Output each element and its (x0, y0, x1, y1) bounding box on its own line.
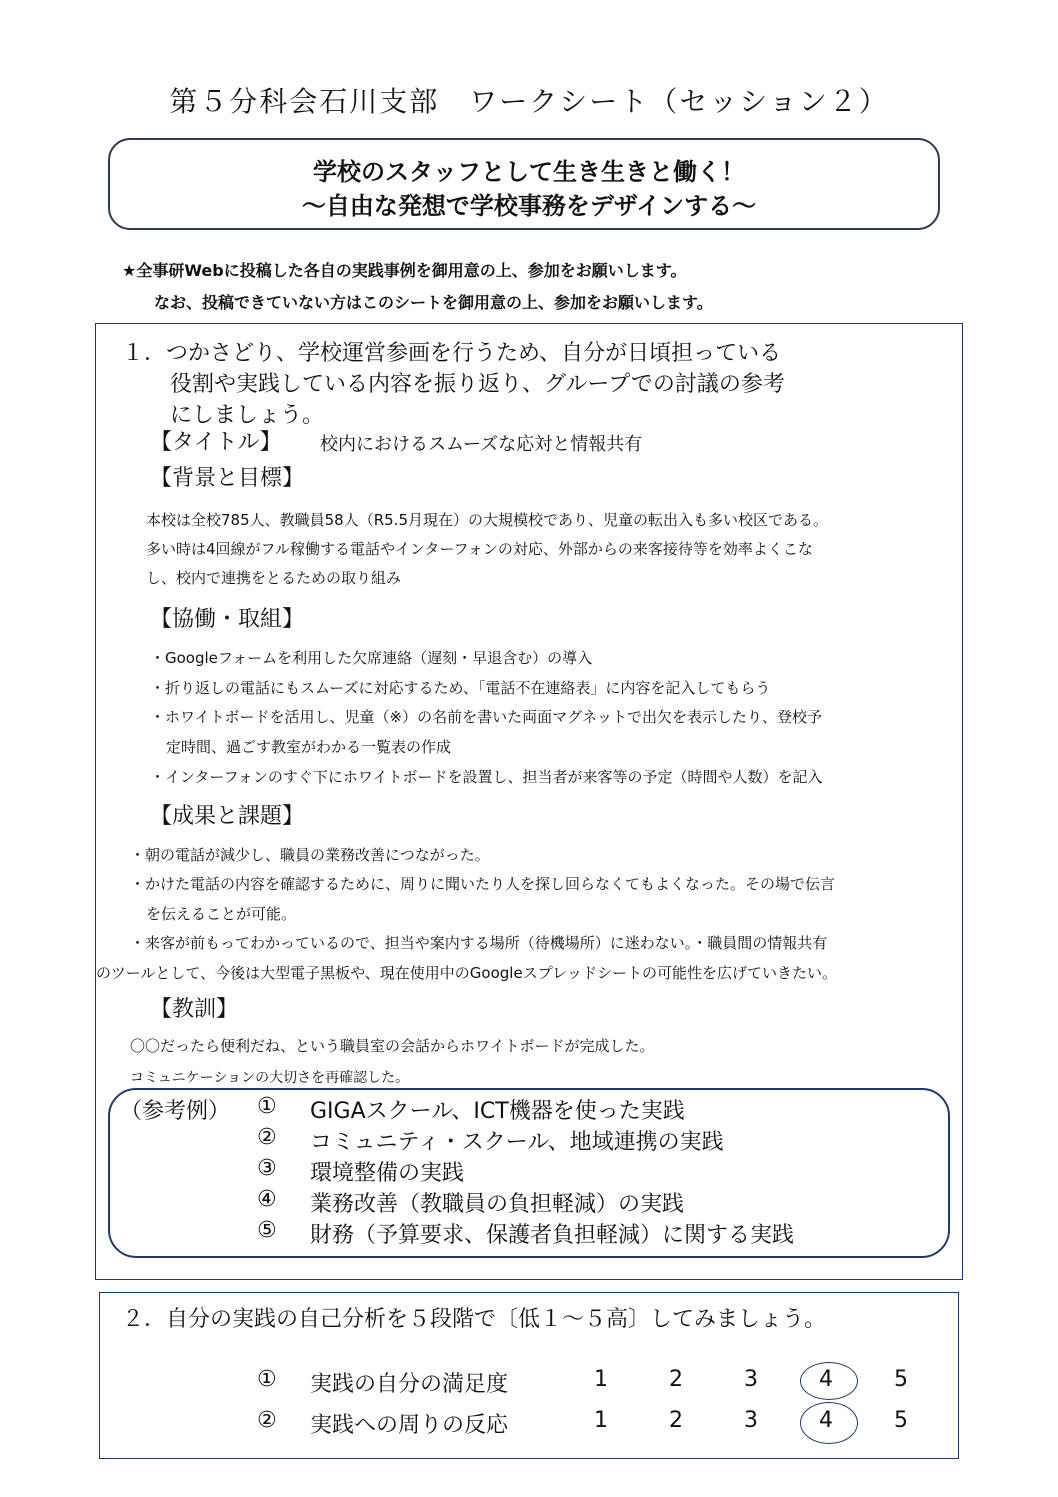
results-heading: 【成果と課題】 (150, 804, 305, 829)
background-heading: 【背景と目標】 (150, 466, 305, 491)
rating-option[interactable]: 5 (894, 1367, 908, 1392)
rating-option[interactable]: 2 (669, 1367, 683, 1392)
rating-row-number: ② (257, 1408, 277, 1433)
rating-option[interactable]: 3 (744, 1408, 758, 1433)
lesson-line: コミュニケーションの大切さを再確認した。 (130, 1070, 410, 1086)
background-line: 本校は全校785人、教職員58人（R5.5月現在）の大規模校であり、児童の転出入も多い校区である。 (146, 511, 828, 529)
results-line: のツールとして、今後は大型電子黒板や、現在使用中のGoogleスプレッドシートの可能性を広げていきたい。 (96, 964, 837, 982)
rating-option[interactable]: 3 (744, 1367, 758, 1392)
rating-row-number: ① (257, 1367, 277, 1392)
rating-option[interactable]: 2 (669, 1408, 683, 1433)
notice-line-2: なお、投稿できていない方はこのシートを御用意の上、参加をお願いします。 (154, 293, 713, 312)
reference-item-number: ④ (257, 1187, 277, 1212)
selection-circle (800, 1402, 858, 1444)
collab-line: ・インターフォンのすぐ下にホワイトボードを設置し、担当者が来客等の予定（時間や人数）を記入 (150, 768, 823, 786)
rating-option-selected[interactable]: 4 (819, 1408, 833, 1433)
collab-line: 定時間、過ごす教室がわかる一覧表の作成 (166, 738, 452, 756)
rating-option-selected[interactable]: 4 (819, 1367, 833, 1392)
background-line: し、校内で連携をとるための取り組み (146, 569, 402, 587)
reference-item-text: 業務改善（教職員の負担軽減）の実践 (310, 1192, 685, 1217)
reference-item-text: GIGAスクール、ICT機器を使った実践 (310, 1099, 685, 1124)
lesson-line: 〇〇だったら便利だね、という職員室の会話からホワイトボードが完成した。 (130, 1037, 655, 1055)
reference-item-number: ⑤ (257, 1218, 277, 1243)
reference-item-text: 財務（予算要求、保護者負担軽減）に関する実践 (310, 1223, 795, 1248)
collab-line: ・Googleフォームを利用した欠席連絡（遅刻・早退含む）の導入 (150, 649, 593, 667)
subtitle-line-1: 学校のスタッフとして生き生きと働く！ (313, 158, 745, 186)
reference-item-number: ③ (257, 1156, 277, 1181)
notice-line-1: ★全事研Webに投稿した各自の実践事例を御用意の上、参加をお願いします。 (122, 261, 687, 280)
title-value: 校内におけるスムーズな応対と情報共有 (320, 434, 643, 455)
reference-item-text: コミュニティ・スクール、地域連携の実践 (310, 1130, 724, 1155)
rating-option[interactable]: 5 (894, 1408, 908, 1433)
page-title: 第５分科会石川支部 ワークシート（セッション２） (169, 85, 889, 118)
reference-item-number: ① (257, 1094, 277, 1119)
reference-item-text: 環境整備の実践 (310, 1161, 465, 1186)
reference-item-number: ② (257, 1125, 277, 1150)
section-1-question-line-3: にしましょう。 (170, 403, 325, 428)
results-line: ・来客が前もってわかっているので、担当や案内する場所（待機場所）に迷わない。・職員間の情報共有 (130, 934, 828, 952)
rating-option[interactable]: 1 (594, 1367, 608, 1392)
selection-circle (800, 1362, 858, 1400)
subtitle-line-2: 〜自由な発想で学校事務をデザインする〜 (301, 192, 757, 220)
section-1-question-line-1: １．つかさどり、学校運営参画を行うため、自分が日頃担っている (122, 341, 782, 366)
reference-label: （参考例） (120, 1099, 231, 1124)
results-line: ・かけた電話の内容を確認するために、周りに聞いたり人を探し回らなくてもよくなった。その場で伝言 (130, 875, 836, 893)
rating-row-label: 実践への周りの反応 (310, 1413, 509, 1438)
results-line: を伝えることが可能。 (146, 905, 297, 923)
results-line: ・朝の電話が減少し、職員の業務改善につながった。 (130, 846, 490, 864)
collab-line: ・折り返しの電話にもスムーズに対応するため、「電話不在連絡表」に内容を記入してもらう (150, 679, 771, 697)
section-2-question: ２．自分の実践の自己分析を５段階で〔低１〜５高〕してみましょう。 (122, 1307, 827, 1332)
collab-line: ・ホワイトボードを活用し、児童（※）の名前を書いた両面マグネットで出欠を表示したり、登校予 (150, 708, 822, 726)
section-1-question-line-2: 役割や実践している内容を振り返り、グループでの討議の参考 (170, 372, 785, 397)
title-label: 【タイトル】 (150, 430, 282, 455)
rating-row-label: 実践の自分の満足度 (310, 1372, 509, 1397)
lesson-heading: 【教訓】 (150, 997, 239, 1022)
rating-option[interactable]: 1 (594, 1408, 608, 1433)
background-line: 多い時は4回線がフル稼働する電話やインターフォンの対応、外部からの来客接待等を効率よくこな (146, 540, 813, 558)
collab-heading: 【協働・取組】 (150, 607, 305, 632)
